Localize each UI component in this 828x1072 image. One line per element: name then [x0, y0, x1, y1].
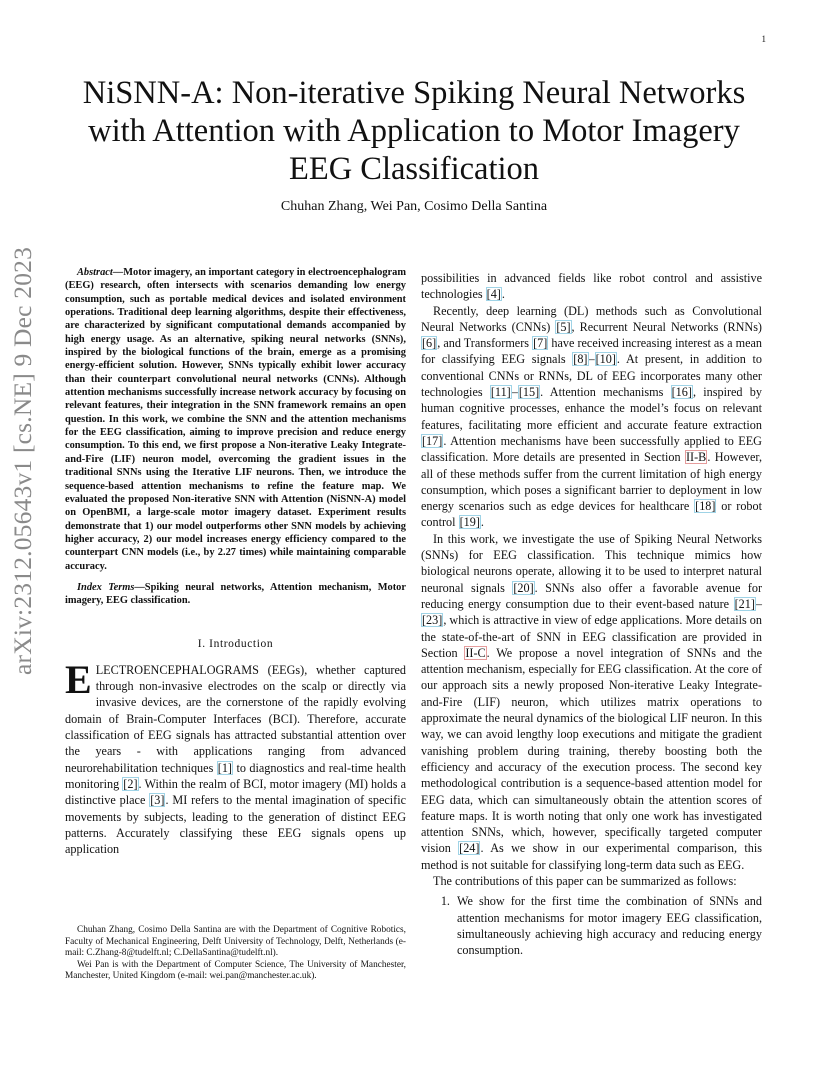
page-number: 1: [761, 34, 766, 44]
body-text: . As we show in our experimental comparison, this method is not suitable for classifying long-term data such as EEG.: [421, 841, 763, 872]
index-terms-label: Index Terms: [77, 581, 135, 593]
citation-link[interactable]: [16]: [671, 385, 692, 400]
abstract-label: Abstract: [77, 267, 113, 278]
index-terms: [65, 581, 406, 608]
contributions-list: [421, 893, 762, 958]
section-heading-introduction: I. Introduction: [197, 637, 274, 650]
body-text: Recently, deep learning (DL) methods such as Convolutional Neural Networks (CNNs): [421, 303, 762, 334]
body-text: . However, all of these methods suffer from the current limitation of high energy consumption, which poses a significant barrier to deployment in low energy scenarios such as edge devices for healthcare: [421, 450, 762, 514]
body-text: .: [480, 515, 484, 530]
intro-text: to diagnostics and real-time health monitoring: [65, 760, 406, 791]
citation-link[interactable]: [10]: [595, 352, 616, 367]
affiliation-footnote: [65, 925, 406, 983]
arxiv-stamp-text: arXiv:2312.05643v1 [cs.NE] 9 Dec 2023: [8, 246, 37, 675]
body-text: or robot control: [421, 499, 762, 530]
body-text: , which is attractive in view of edge applications. More details on the state-of-the-art of SNN in EEG classification are provided in Section: [421, 613, 762, 660]
body-text: . SNNs also offer a favorable avenue for reducing energy consumption due to their event-based nature: [421, 580, 763, 611]
body-text: . Attention mechanisms have been successfully applied to EEG classification. More details are presented in Section: [421, 433, 762, 465]
citation-link[interactable]: [6]: [422, 336, 437, 351]
body-paragraph: [421, 270, 762, 303]
citation-link[interactable]: [15]: [518, 385, 540, 400]
citation-link[interactable]: [7]: [533, 336, 548, 351]
index-terms-text: —Spiking neural networks, Attention mechanism, Motor imagery, EEG classification.: [65, 581, 406, 607]
body-text: have received increasing interest as a mean for classifying EEG signals: [421, 336, 763, 367]
body-text: .: [501, 287, 505, 302]
citation-link[interactable]: [3]: [150, 793, 165, 808]
body-text: . We propose a novel integration of SNNs and the attention mechanism, especially for EEG classification. At the core of our approach sits a newly proposed Non-iterative Leaky Integrate-and-Fire (LIF) neuron, which utilizes matrix operations to approximate the neural dynamics of the biological LIF neuron. In this way, we can avoid lengthy loop executions and mitigate the gradient vanishing problem during training, thereby boosting both the efficiency and accuracy of the execution process. The second key methodological contribution is a sequence-based attention model for EEG data, which can simultaneously obtain the attention scores of feature maps. It is worth noting that only one work has investigated attention SNNs, which, however, specifically targeted computer vision: [421, 645, 762, 856]
drop-cap: E: [65, 656, 92, 702]
citation-link[interactable]: [8]: [573, 352, 588, 367]
citation-link[interactable]: [18]: [695, 499, 716, 514]
citation-link[interactable]: [11]: [490, 385, 511, 400]
citation-link[interactable]: [4]: [486, 287, 501, 302]
right-column: [421, 270, 762, 958]
body-text: , Recurrent Neural Networks (RNNs): [571, 319, 762, 334]
contribution-item: 1. We show for the first time the combination of SNNs and attention mechanisms for motor imagery EEG classification, simultaneously achieving high accuracy and reducing energy consumption.: [453, 893, 762, 958]
section-link[interactable]: II-B: [686, 450, 707, 465]
body-paragraph: The contributions of this paper can be summarized as follows:: [433, 873, 737, 888]
paper-authors: Chuhan Zhang, Wei Pan, Cosimo Della Santina: [280, 199, 548, 214]
body-text: . Attention mechanisms: [540, 385, 671, 400]
citation-link[interactable]: [17]: [422, 433, 443, 448]
citation-link[interactable]: [21]: [734, 596, 755, 611]
body-text: –: [755, 596, 762, 611]
citation-link[interactable]: [2]: [123, 776, 138, 791]
footnote-authors-2: Wei Pan is with the Department of Computer Science, The University of Manchester, Manchester, United Kingdom (e-mail: wei.pan@manchester.ac.uk).: [65, 959, 406, 982]
body-text: –: [511, 385, 518, 400]
abstract-text: —Motor imagery, an important category in electroencephalogram (EEG) research, often intersects with scenarios demanding low energy consumption, such as portable medical devices and isolated environment operations. Traditional deep learning algorithms, despite their effectiveness, are characterized by significant computational demands accompanied by high energy usage. As an alternative, spiking neural networks (SNNs), inspired by the biological functions of the brain, emerge as a promising energy-efficient solution. However, SNNs typically exhibit lower accuracy than their counterpart convolutional neural networks (CNNs). Although attention mechanisms successfully increase network accuracy by focusing on relevant features, their integration in the SNN framework remains an open question. In this work, we combine the SNN and the attention mechanisms for the EEG classification, aiming to improve precision and reduce energy consumption. To this end, we first propose a Non-iterative Leaky Integrate-and-Fire (LIF) neuron model, overcoming the gradient issues in the traditional SNNs using the Iterative LIF neurons. Then, we introduce the sequence-based attention mechanisms to refine the feature map. We evaluated the proposed Non-iterative SNN with Attention (NiSNN-A) model on OpenBMI, a large-scale motor imagery dataset. Experiment results demonstrate that 1) our model outperforms other SNN models by achieving higher accuracy, 2) our model increases energy efficiency compared to the counterpart CNN models (i.e., by 2.27 times) while maintaining comparable accuracy.: [65, 267, 406, 572]
footnote-authors-1: Chuhan Zhang, Cosimo Della Santina are with the Department of Cognitive Robotics, Faculty of Mechanical Engineering, Delft University of Technology, Delft, Netherlands (e-mail: C.Zhang-8@tudelft.nl; C.DellaSantina@tudelft.nl).: [65, 925, 406, 959]
abstract: [65, 266, 406, 573]
citation-link[interactable]: [5]: [556, 319, 571, 334]
intro-paragraph: [65, 656, 406, 858]
body-paragraph: [421, 303, 762, 531]
body-text: In this work, we investigate the use of Spiking Neural Networks (SNNs) for EEG classification. This technique mimics how biological neurons operate, allowing it to be used to interpret natural neuronal signals: [421, 531, 762, 595]
left-column: [65, 266, 406, 857]
citation-link[interactable]: [1]: [217, 760, 232, 775]
body-text: –: [588, 352, 595, 367]
intro-text: LECTROENCEPHALOGRAMS (EEGs), whether captured through non-invasive electrodes on the scalp or directly via invasive devices, are the cornerstone of the rapidly evolving domain of Brain-Computer Interfaces (BCI). Therefore, accurate classification of EEG signals has attracted substantial attention over the years - with applications ranging from advanced neurorehabilitation techniques: [65, 662, 406, 775]
citation-link[interactable]: [24]: [459, 841, 480, 856]
body-paragraph: [421, 531, 762, 873]
section-link[interactable]: II-C: [465, 645, 486, 660]
body-text: , inspired by human cognitive processes, enhance the model’s focus on relevant features, facilitating more efficient and accurate feature extraction: [421, 385, 762, 432]
citation-link[interactable]: [19]: [459, 515, 480, 530]
body-text: , and Transformers: [437, 336, 533, 351]
paper-title: NiSNN-A: Non-iterative Spiking Neural Networks with Attention with Application to Motor Imagery EEG Classification: [82, 75, 746, 187]
intro-text: . Within the realm of BCI, motor imagery (MI) holds a distinctive place: [65, 776, 406, 808]
citation-link[interactable]: [20]: [513, 580, 534, 595]
citation-link[interactable]: [23]: [422, 613, 443, 628]
intro-text: . MI refers to the mental imagination of specific movements by subjects, leading to the generation of distinct EEG patterns. Accurately classifying these EEG signals opens up application: [65, 793, 406, 857]
body-text: . At present, in addition to conventional CNNs or RNNs, DL of EEG incorporates many other technologies: [421, 352, 762, 400]
body-text: possibilities in advanced fields like robot control and assistive technologies: [421, 271, 762, 302]
